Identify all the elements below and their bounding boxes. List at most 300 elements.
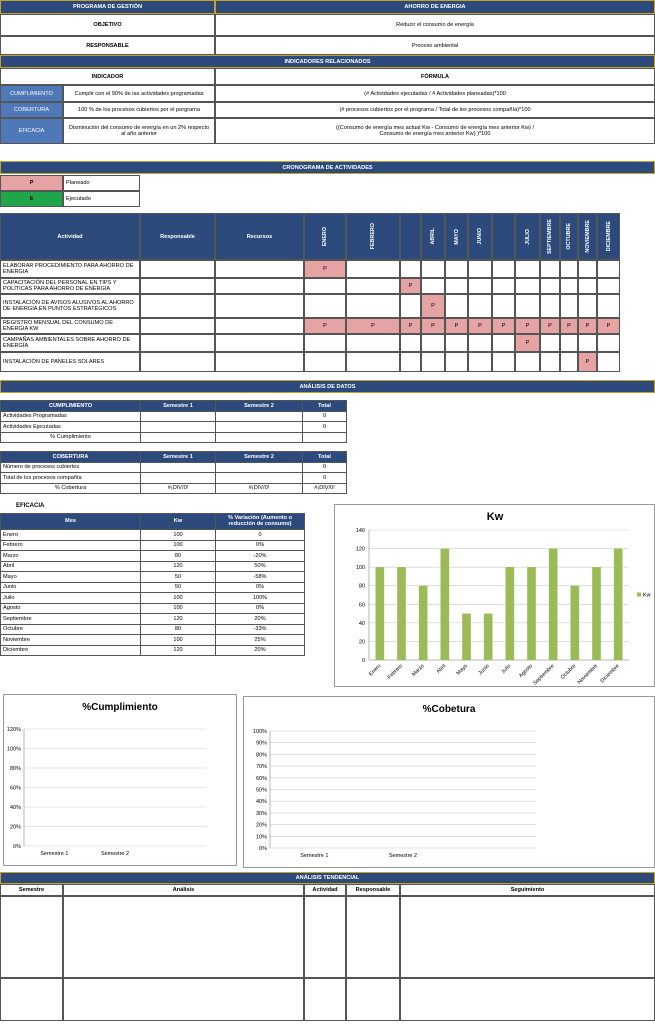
schedule-month-cell xyxy=(304,294,346,318)
kw-xtick-label: Marzo xyxy=(411,663,426,678)
legend-executed-label: Ejecutado xyxy=(63,191,140,207)
cobertura-chart-title: %Cobetura xyxy=(422,704,476,715)
table-cell: Número de procesos cubiertos xyxy=(1,462,141,473)
cumplimiento-chart xyxy=(3,694,237,866)
schedule-month-cell xyxy=(346,334,400,352)
schedule-month-cell xyxy=(400,260,421,278)
kw-xtick-label: Enero xyxy=(368,663,383,678)
table-header-cell: Semestre 2 xyxy=(216,401,303,412)
table-cell: 0 xyxy=(303,462,347,473)
table-row xyxy=(1,530,305,541)
table-cell xyxy=(216,432,303,443)
table-cell: 0% xyxy=(216,603,305,614)
table-cell: Enero xyxy=(1,530,141,541)
schedule-activity-header: Actividad xyxy=(0,213,140,260)
kw-bar xyxy=(397,567,406,660)
schedule-month-header xyxy=(560,213,578,260)
trend-cell xyxy=(346,896,400,978)
cobertura-xtick-label: Semestre 1 xyxy=(300,853,329,859)
kw-xtick-label: Mayo xyxy=(455,663,469,677)
indicator-name-cumplimiento: CUMPLIMIENTO xyxy=(0,85,63,102)
table-cell: Actividades Programadas xyxy=(1,411,141,422)
schedule-month-cell xyxy=(540,334,560,352)
kw-bar xyxy=(549,549,558,660)
schedule-month-cell xyxy=(468,294,492,318)
cumplimiento-ytick-label: 20% xyxy=(9,824,21,831)
schedule-month-cell xyxy=(560,260,578,278)
table-header-cell: Mes xyxy=(1,514,141,530)
objective-label: OBJETIVO xyxy=(0,14,215,36)
cobertura-ytick-label: 20% xyxy=(255,822,267,829)
indicator-name-cobertura: COBERTURA xyxy=(0,102,63,118)
legend-executed-code: E xyxy=(0,191,63,207)
schedule-month-cell xyxy=(346,294,400,318)
table-cell: Junio xyxy=(1,582,141,593)
table-cell: Total de los procesos compañía xyxy=(1,473,141,484)
schedule-month-header xyxy=(400,213,421,260)
cobertura-chart-svg xyxy=(244,697,654,867)
table-row xyxy=(1,614,305,625)
table-header-cell: Kw xyxy=(141,514,216,530)
trend-cell xyxy=(304,978,346,1021)
trend-cell xyxy=(0,978,63,1021)
cobertura-ytick-label: 70% xyxy=(255,764,267,771)
table-row xyxy=(1,462,347,473)
kw-bar xyxy=(592,567,601,660)
table-header-row xyxy=(1,452,347,463)
cobertura-ytick-label: 10% xyxy=(255,834,267,841)
table-row xyxy=(1,422,347,433)
cumplimiento-ytick-label: 120% xyxy=(6,727,21,733)
schedule-month-cell xyxy=(560,278,578,294)
table-cell: % Cobertura xyxy=(1,483,141,494)
cobertura-ytick-label: 80% xyxy=(255,752,267,759)
cumplimiento-ytick-label: 80% xyxy=(9,766,21,772)
schedule-month-header xyxy=(468,213,492,260)
schedule-activity-name: CAMPAÑAS AMBIENTALES SOBRE AHORRO DE ENERGÍA xyxy=(0,334,140,352)
schedule-mark-planned: P xyxy=(445,318,468,334)
table-row xyxy=(1,432,347,443)
schedule-activity-responsible xyxy=(140,278,215,294)
schedule-month-cell xyxy=(346,278,400,294)
table-cell: 20% xyxy=(216,645,305,656)
table-row xyxy=(1,635,305,646)
kw-ytick-label: 0 xyxy=(361,658,365,664)
table-cell: Octubre xyxy=(1,624,141,635)
schedule-month-cell xyxy=(400,334,421,352)
table-cell xyxy=(216,422,303,433)
trend-header-cell: Actividad xyxy=(304,884,346,896)
table-row xyxy=(1,411,347,422)
table-cell: Marzo xyxy=(1,551,141,562)
table-row xyxy=(1,582,305,593)
table-cell: Mayo xyxy=(1,572,141,583)
schedule-month-cell xyxy=(445,278,468,294)
table-cell: Julio xyxy=(1,593,141,604)
formula-col-header: FÓRMULA xyxy=(215,68,655,85)
schedule-month-cell xyxy=(304,278,346,294)
table-header-cell: Total xyxy=(303,452,347,463)
table-cell: #¡DIV/0! xyxy=(141,483,216,494)
month-label-mayo: MAYO xyxy=(453,228,460,245)
responsible-label: RESPONSABLE xyxy=(0,36,215,55)
table-cell: 120 xyxy=(141,561,216,572)
table-cell: 0 xyxy=(216,530,305,541)
table-cell: 80 xyxy=(141,551,216,562)
trend-cell xyxy=(63,978,304,1021)
table-cell: 100 xyxy=(141,635,216,646)
table-cell: 20% xyxy=(216,614,305,625)
trend-cell xyxy=(63,896,304,978)
cobertura-ytick-label: 30% xyxy=(255,810,267,817)
schedule-mark-planned: P xyxy=(560,318,578,334)
schedule-month-cell xyxy=(515,294,540,318)
schedule-activity-resources xyxy=(215,260,304,278)
kw-legend-swatch xyxy=(637,593,641,597)
trend-cell xyxy=(0,896,63,978)
schedule-month-cell xyxy=(421,260,445,278)
kw-ytick-label: 100 xyxy=(355,565,365,572)
schedule-month-cell xyxy=(597,260,620,278)
indicator-formula-eficacia: ((Consumo de energía mes actual Kw - Consumo de energía mes anterior Kw) / Consumo de energía mes anterior Kw) )*100 xyxy=(215,118,655,144)
kw-ytick-label: 40 xyxy=(358,620,365,627)
schedule-mark-planned: P xyxy=(400,278,421,294)
table-header-cell: Semestre 1 xyxy=(141,452,216,463)
schedule-month-cell xyxy=(578,260,597,278)
schedule-month-cell xyxy=(560,352,578,372)
schedule-month-cell xyxy=(578,294,597,318)
kw-xtick-label: Agosto xyxy=(518,663,534,680)
trend-cell xyxy=(400,978,655,1021)
schedule-mark-planned: P xyxy=(578,352,597,372)
schedule-month-header xyxy=(304,213,346,260)
table-header-cell: Total xyxy=(303,401,347,412)
table-cell xyxy=(303,432,347,443)
kw-ytick-label: 60 xyxy=(358,602,365,609)
indicator-name-eficacia: EFICACIA xyxy=(0,118,63,144)
indicator-formula-cobertura: (# procesos cubiertos por el programa / Total de los procesos compañía)*100 xyxy=(215,102,655,118)
schedule-responsible-header: Responsable xyxy=(140,213,215,260)
schedule-month-cell xyxy=(304,334,346,352)
kw-xtick-label: Octubre xyxy=(559,663,578,681)
schedule-month-cell xyxy=(515,278,540,294)
schedule-month-cell xyxy=(597,352,620,372)
cobertura-ytick-label: 0% xyxy=(259,846,267,852)
kw-xtick-label: Abril xyxy=(435,663,448,675)
kw-bar xyxy=(571,586,580,660)
table-cell: 0 xyxy=(303,422,347,433)
table-row xyxy=(1,473,347,484)
cumplimiento-table xyxy=(0,400,347,443)
schedule-month-cell xyxy=(515,260,540,278)
schedule-month-cell xyxy=(540,278,560,294)
schedule-month-cell xyxy=(597,334,620,352)
table-row xyxy=(1,593,305,604)
table-row xyxy=(1,551,305,562)
schedule-month-cell xyxy=(421,334,445,352)
kw-ytick-label: 140 xyxy=(355,528,365,534)
indicators-title: INDICADORES RELACIONADOS xyxy=(0,55,655,68)
schedule-month-cell xyxy=(578,278,597,294)
table-cell: #¡DIV/0! xyxy=(303,483,347,494)
table-cell: -58% xyxy=(216,572,305,583)
program-value: AHORRO DE ENERGIA xyxy=(215,0,655,14)
kw-bar xyxy=(527,567,536,660)
table-cell: 100 xyxy=(141,603,216,614)
kw-bar xyxy=(484,614,493,660)
cumplimiento-ytick-label: 0% xyxy=(13,844,21,850)
table-row xyxy=(1,603,305,614)
schedule-month-cell xyxy=(540,294,560,318)
schedule-month-cell xyxy=(468,260,492,278)
table-cell: 80 xyxy=(141,624,216,635)
schedule-month-cell xyxy=(578,334,597,352)
schedule-month-cell xyxy=(468,278,492,294)
schedule-month-cell xyxy=(421,278,445,294)
kw-bar xyxy=(376,567,385,660)
table-cell: Abril xyxy=(1,561,141,572)
schedule-activity-resources xyxy=(215,334,304,352)
kw-bar xyxy=(441,549,450,660)
schedule-activity-name: CAPACITACIÓN DEL PERSONAL EN TIPS Y POLÍTICAS PARA AHORRO DE ENERGIA xyxy=(0,278,140,294)
schedule-mark-planned: P xyxy=(540,318,560,334)
schedule-activity-name: INSTALACIÓN DE PANELES SOLARES xyxy=(0,352,140,372)
cumplimiento-chart-title: %Cumplimiento xyxy=(82,702,158,713)
kw-chart xyxy=(334,504,655,687)
table-cell: 120 xyxy=(141,645,216,656)
schedule-month-cell xyxy=(540,352,560,372)
month-label-abril: ABRIL xyxy=(430,228,436,245)
schedule-month-header xyxy=(492,213,515,260)
table-cell: Agosto xyxy=(1,603,141,614)
schedule-month-cell xyxy=(421,352,445,372)
table-cell: 25% xyxy=(216,635,305,646)
schedule-month-cell xyxy=(468,352,492,372)
schedule-mark-planned: P xyxy=(421,294,445,318)
month-label-septiembre: SEPTIEMBRE xyxy=(547,218,553,255)
table-cell xyxy=(141,473,216,484)
trend-header-cell: Análisis xyxy=(63,884,304,896)
table-cell: % Cumplimiento xyxy=(1,432,141,443)
schedule-activity-name: INSTALACIÓN DE AVISOS ALUSIVOS AL AHORRO DE ENERGÍA EN PUNTOS ESTRATÉGICOS xyxy=(0,294,140,318)
schedule-month-cell xyxy=(346,260,400,278)
schedule-activity-responsible xyxy=(140,318,215,334)
schedule-month-header xyxy=(515,213,540,260)
kw-ytick-label: 120 xyxy=(355,546,365,553)
cobertura-table xyxy=(0,451,347,494)
table-cell: 100% xyxy=(216,593,305,604)
schedule-month-cell xyxy=(445,260,468,278)
schedule-mark-planned: P xyxy=(304,318,346,334)
cobertura-xtick-label: Semestre 2 xyxy=(388,853,418,859)
program-label: PROGRAMA DE GESTIÓN xyxy=(0,0,215,14)
schedule-mark-planned: P xyxy=(346,318,400,334)
schedule-month-header xyxy=(346,213,400,260)
table-row xyxy=(1,572,305,583)
trend-header-cell: Seguimiento xyxy=(400,884,655,896)
schedule-month-cell xyxy=(445,352,468,372)
schedule-month-header xyxy=(578,213,597,260)
schedule-month-header xyxy=(421,213,445,260)
cumplimiento-xtick-label: Semestre 2 xyxy=(100,851,130,857)
trend-header-cell: Responsable xyxy=(346,884,400,896)
kw-bar xyxy=(506,567,515,660)
schedule-activity-resources xyxy=(215,352,304,372)
kw-xtick-label: Junio xyxy=(477,663,491,677)
schedule-mark-planned: P xyxy=(578,318,597,334)
table-cell: Actividades Ejecutadas xyxy=(1,422,141,433)
schedule-month-cell xyxy=(400,352,421,372)
table-cell: 0 xyxy=(303,411,347,422)
month-label-diciembre: DICIEMBRE xyxy=(605,221,612,252)
kw-xtick-label: Julio xyxy=(500,663,513,676)
table-cell xyxy=(141,422,216,433)
schedule-month-header xyxy=(597,213,620,260)
table-row xyxy=(1,561,305,572)
table-cell: 0 xyxy=(303,473,347,484)
month-label-febrero: FEBRERO xyxy=(370,223,376,250)
table-row xyxy=(1,540,305,551)
kw-bar xyxy=(419,586,428,660)
cumplimiento-chart-svg xyxy=(4,695,236,865)
eficacia-table xyxy=(0,513,305,656)
schedule-month-cell xyxy=(492,352,515,372)
schedule-mark-planned: P xyxy=(492,318,515,334)
trend-title: ANÁLISIS TENDENCIAL xyxy=(0,872,655,884)
schedule-activity-name: REGISTRO MENSUAL DEL CONSUMO DE ENERGIA KW xyxy=(0,318,140,334)
schedule-activity-name: ELABORAR PROCEDIMIENTO PARA AHORRO DE ENERGIA xyxy=(0,260,140,278)
table-cell: 120 xyxy=(141,614,216,625)
schedule-mark-planned: P xyxy=(304,260,346,278)
eficacia-label: EFICACIA xyxy=(16,503,45,509)
indicator-formula-cumplimiento: (# Actividades ejecutadas / # Actividades planeadas)*100 xyxy=(215,85,655,102)
table-header-cell: Semestre 1 xyxy=(141,401,216,412)
schedule-month-cell xyxy=(492,294,515,318)
legend-planned-label: Planeado xyxy=(63,175,140,191)
schedule-mark-planned: P xyxy=(421,318,445,334)
schedule-month-cell xyxy=(597,278,620,294)
schedule-activity-resources xyxy=(215,294,304,318)
cobertura-ytick-label: 40% xyxy=(255,799,267,806)
trend-cell xyxy=(304,896,346,978)
schedule-month-cell xyxy=(445,294,468,318)
schedule-month-cell xyxy=(492,260,515,278)
kw-xtick-label: Febrero xyxy=(386,663,404,681)
objective-value: Reducir el consumo de energía xyxy=(215,14,655,36)
table-cell: Noviembre xyxy=(1,635,141,646)
kw-ytick-label: 20 xyxy=(358,639,365,646)
table-row xyxy=(1,645,305,656)
table-header-cell: % Variación (Aumento o reducción de consumo) xyxy=(216,514,305,530)
schedule-month-cell xyxy=(492,334,515,352)
table-cell: 0% xyxy=(216,582,305,593)
indicator-desc-eficacia: Disminución del consumo de energía en un 2% respecto al año anterior xyxy=(63,118,215,144)
table-cell: 50 xyxy=(141,582,216,593)
schedule-resources-header: Recursos xyxy=(215,213,304,260)
table-row xyxy=(1,483,347,494)
kw-chart-title: Kw xyxy=(486,511,504,523)
table-cell: 0% xyxy=(216,540,305,551)
table-cell xyxy=(216,473,303,484)
kw-bar xyxy=(462,614,471,660)
trend-header-cell: Semestre xyxy=(0,884,63,896)
table-cell: 50 xyxy=(141,572,216,583)
table-header-cell: Semestre 2 xyxy=(216,452,303,463)
schedule-month-header xyxy=(540,213,560,260)
cobertura-ytick-label: 60% xyxy=(255,775,267,782)
month-label-junio: JUNIO xyxy=(477,228,483,245)
cumplimiento-ytick-label: 100% xyxy=(6,746,21,753)
trend-cell xyxy=(346,978,400,1021)
table-cell: Septiembre xyxy=(1,614,141,625)
analysis-title: ANÁLISIS DE DATOS xyxy=(0,380,655,393)
schedule-month-cell xyxy=(560,294,578,318)
table-cell: 100 xyxy=(141,593,216,604)
table-cell: 100 xyxy=(141,530,216,541)
schedule-activity-responsible xyxy=(140,352,215,372)
table-header-row xyxy=(1,514,305,530)
cumplimiento-ytick-label: 40% xyxy=(9,805,21,811)
kw-xtick-label: Diciembre xyxy=(599,663,621,685)
table-cell xyxy=(216,411,303,422)
trend-cell xyxy=(400,896,655,978)
month-label-enero: ENERO xyxy=(322,226,328,247)
schedule-month-cell xyxy=(468,334,492,352)
schedule-month-cell xyxy=(492,278,515,294)
kw-xtick-label: Septiembre xyxy=(532,663,556,686)
schedule-month-cell xyxy=(597,294,620,318)
table-header-row xyxy=(1,401,347,412)
indicator-col-header: INDICADOR xyxy=(0,68,215,85)
schedule-mark-planned: P xyxy=(400,318,421,334)
schedule-month-cell xyxy=(540,260,560,278)
month-label-julio: JULIO xyxy=(524,228,531,245)
kw-legend-label: Kw xyxy=(643,592,651,599)
cobertura-ytick-label: 50% xyxy=(255,787,267,794)
table-cell: 50% xyxy=(216,561,305,572)
cumplimiento-xtick-label: Semestre 1 xyxy=(40,851,69,857)
cobertura-ytick-label: 90% xyxy=(255,740,267,747)
schedule-activity-responsible xyxy=(140,294,215,318)
table-header-cell: COBERTURA xyxy=(1,452,141,463)
schedule-activity-responsible xyxy=(140,260,215,278)
kw-chart-svg xyxy=(335,505,654,686)
cobertura-chart xyxy=(243,696,655,868)
schedule-month-cell xyxy=(445,334,468,352)
schedule-title: CRONOGRAMA DE ACTIVIDADES xyxy=(0,161,655,174)
schedule-mark-planned: P xyxy=(468,318,492,334)
cumplimiento-ytick-label: 60% xyxy=(9,785,21,792)
kw-xtick-label: Noviembre xyxy=(576,663,599,686)
schedule-activity-responsible xyxy=(140,334,215,352)
month-label-noviembre: NOVIEMBRE xyxy=(584,220,591,253)
table-header-cell: CUMPLIMIENTO xyxy=(1,401,141,412)
cobertura-ytick-label: 100% xyxy=(252,729,267,735)
schedule-month-cell xyxy=(400,294,421,318)
table-cell xyxy=(141,462,216,473)
kw-ytick-label: 80 xyxy=(358,583,365,590)
table-row xyxy=(1,624,305,635)
table-cell xyxy=(141,432,216,443)
schedule-month-header xyxy=(445,213,468,260)
schedule-month-cell xyxy=(304,352,346,372)
legend-planned-code: P xyxy=(0,175,63,191)
schedule-month-cell xyxy=(560,334,578,352)
schedule-mark-planned: P xyxy=(597,318,620,334)
table-cell: #¡DIV/0! xyxy=(216,483,303,494)
schedule-mark-planned: P xyxy=(515,334,540,352)
schedule-month-cell xyxy=(346,352,400,372)
